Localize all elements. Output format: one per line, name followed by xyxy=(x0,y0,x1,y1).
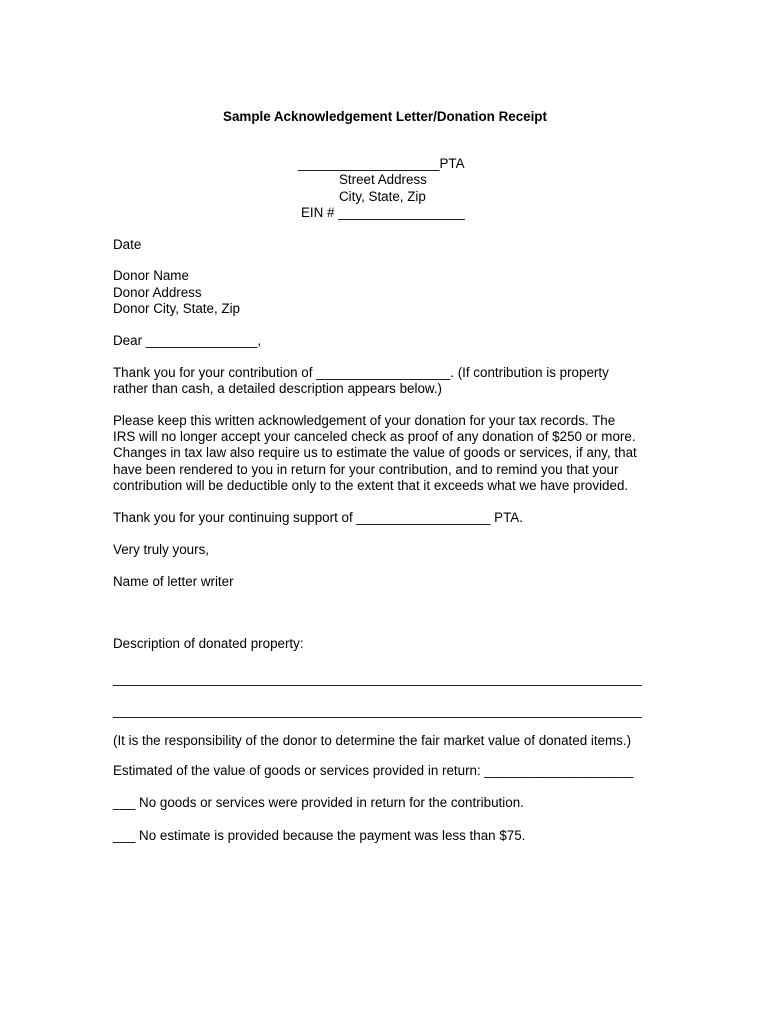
donor-city: Donor City, State, Zip xyxy=(113,301,241,316)
closing: Very truly yours, xyxy=(113,542,209,557)
street-address: Street Address xyxy=(339,172,427,187)
responsibility-note: (It is the responsibility of the donor to determine the fair market value of donated items.) xyxy=(113,733,632,748)
salutation: Dear _______________, xyxy=(113,333,262,348)
letter-writer-name: Name of letter writer xyxy=(113,574,234,589)
donor-name: Donor Name xyxy=(113,268,189,283)
donor-address: Donor Address xyxy=(113,285,202,300)
records-paragraph-line-4: have been rendered to you in return for your contribution, and to remind you that your xyxy=(113,462,619,477)
records-paragraph-line-5: contribution will be deductible only to the extent that it exceeds what we have provided. xyxy=(113,478,629,493)
support-line: Thank you for your continuing support of __________________ PTA. xyxy=(113,510,523,525)
description-blank-line-1: _______________________________________________________________________ xyxy=(113,671,642,686)
date-field: Date xyxy=(113,237,142,252)
thanks-paragraph-line-1: Thank you for your contribution of __________________. (If contribution is property xyxy=(113,365,609,380)
records-paragraph-line-2: IRS will no longer accept your canceled check as proof of any donation of $250 or more. xyxy=(113,429,636,444)
option-no-goods: ___ No goods or services were provided in return for the contribution. xyxy=(113,795,524,810)
thanks-paragraph-line-2: rather than cash, a detailed description appears below.) xyxy=(113,381,443,396)
description-blank-line-2: _______________________________________________________________________ xyxy=(113,703,642,718)
pta-name-line: ___________________PTA xyxy=(298,156,465,171)
estimate-line: Estimated of the value of goods or services provided in return: ____________________ xyxy=(113,763,634,778)
option-no-estimate: ___ No estimate is provided because the payment was less than $75. xyxy=(113,828,526,843)
ein-line: EIN # _________________ xyxy=(301,205,465,220)
description-label: Description of donated property: xyxy=(113,636,304,651)
document-title: Sample Acknowledgement Letter/Donation Receipt xyxy=(223,109,547,124)
records-paragraph-line-1: Please keep this written acknowledgement of your donation for your tax records. The xyxy=(113,413,616,428)
city-state-zip: City, State, Zip xyxy=(339,189,426,204)
records-paragraph-line-3: Changes in tax law also require us to estimate the value of goods or services, if any, that xyxy=(113,445,637,460)
